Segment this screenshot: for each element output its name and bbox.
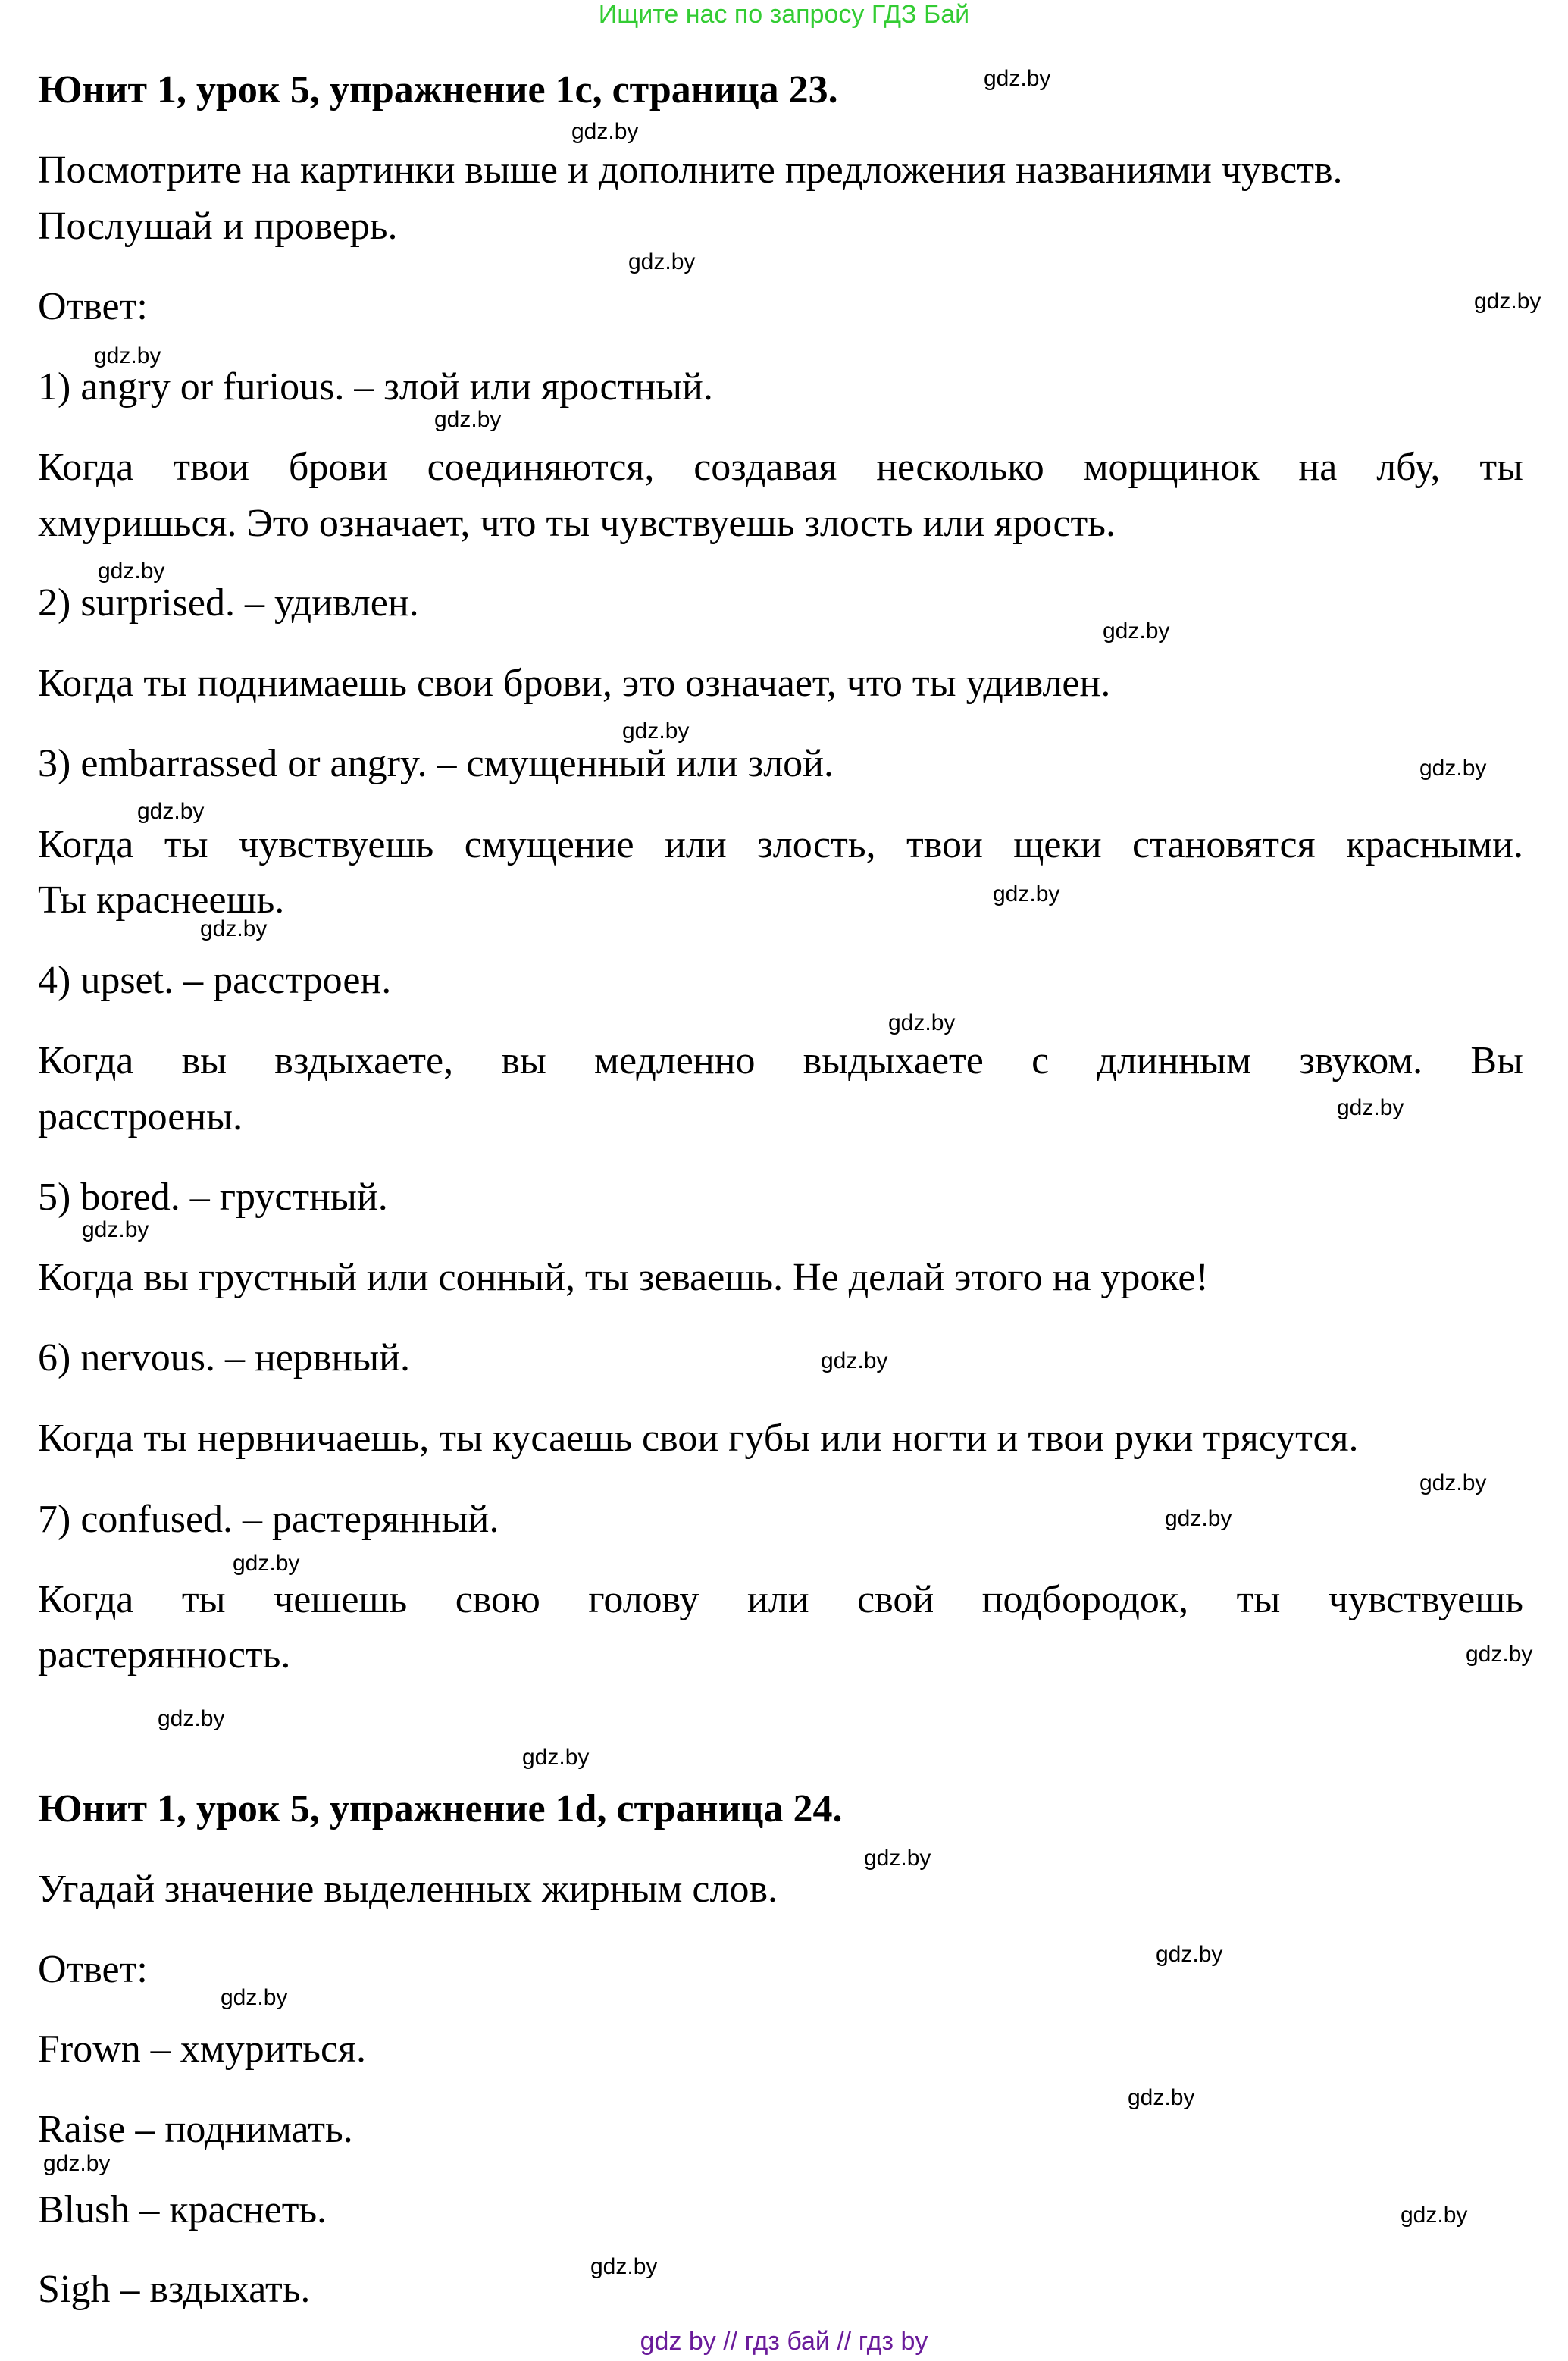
watermark: gdz.by xyxy=(221,1985,288,2010)
answer-item-5: 5) bored. – грустный. xyxy=(38,1176,388,1219)
explanation-3-line1: Когда ты чувствуешь смущение или злость, твои щеки становятся красными. xyxy=(38,823,1523,866)
section1-heading: Юнит 1, урок 5, упражнение 1c, страница 23. xyxy=(38,68,838,111)
watermark: gdz.by xyxy=(1419,1470,1487,1495)
watermark: gdz.by xyxy=(864,1846,931,1871)
explanation-5-line1: Когда вы грустный или сонный, ты зеваешь. Не делай этого на уроке! xyxy=(38,1256,1209,1299)
watermark: gdz.by xyxy=(434,407,502,432)
watermark: gdz.by xyxy=(94,343,161,368)
explanation-2-line1: Когда ты поднимаешь свои брови, это означает, что ты удивлен. xyxy=(38,662,1111,705)
explanation-6-line1: Когда ты нервничаешь, ты кусаешь свои губы или ногти и твои руки трясутся. xyxy=(38,1417,1359,1460)
watermark: gdz.by xyxy=(571,119,639,144)
watermark: gdz.by xyxy=(821,1348,888,1373)
watermark: gdz.by xyxy=(888,1010,956,1035)
word-item-3: Blush – краснеть. xyxy=(38,2188,327,2231)
watermark: gdz.by xyxy=(1165,1506,1232,1531)
watermark: gdz.by xyxy=(1128,2085,1195,2110)
watermark: gdz.by xyxy=(1156,1942,1223,1967)
watermark: gdz.by xyxy=(158,1706,225,1731)
section2-heading: Юнит 1, урок 5, упражнение 1d, страница 24. xyxy=(38,1787,843,1830)
word-item-4: Sigh – вздыхать. xyxy=(38,2268,311,2311)
answer-item-3: 3) embarrassed or angry. – смущенный или злой. xyxy=(38,742,834,785)
watermark: gdz.by xyxy=(1103,618,1170,643)
footer-links[interactable]: gdz by // гдз бай // гдз by xyxy=(640,2327,928,2356)
watermark: gdz.by xyxy=(628,249,696,274)
section2-task: Угадай значение выделенных жирным слов. xyxy=(38,1868,778,1911)
answer-item-7: 7) confused. – растерянный. xyxy=(38,1498,499,1541)
watermark: gdz.by xyxy=(590,2254,658,2279)
answer-item-1: 1) angry or furious. – злой или яростный. xyxy=(38,365,713,409)
section2-answer-label: Ответ: xyxy=(38,1948,148,1991)
watermark: gdz.by xyxy=(137,799,205,824)
section1-answer-label: Ответ: xyxy=(38,285,148,328)
answer-item-4: 4) upset. – расстроен. xyxy=(38,959,392,1002)
answer-item-2: 2) surprised. – удивлен. xyxy=(38,581,419,625)
watermark: gdz.by xyxy=(993,881,1060,907)
section1-task-line1: Посмотрите на картинки выше и дополните предложения названиями чувств. xyxy=(38,149,1343,192)
watermark: gdz.by xyxy=(1466,1642,1533,1667)
watermark: gdz.by xyxy=(1474,289,1541,314)
watermark: gdz.by xyxy=(622,719,690,744)
watermark: gdz.by xyxy=(43,2151,111,2176)
watermark: gdz.by xyxy=(82,1217,149,1242)
watermark: gdz.by xyxy=(984,66,1051,91)
watermark: gdz.by xyxy=(1337,1095,1404,1120)
word-item-2: Raise – поднимать. xyxy=(38,2108,353,2151)
explanation-1-line2: хмуришься. Это означает, что ты чувствуешь злость или ярость. xyxy=(38,502,1116,545)
watermark: gdz.by xyxy=(522,1745,590,1770)
section1-task-line2: Послушай и проверь. xyxy=(38,205,398,248)
watermark: gdz.by xyxy=(200,916,268,941)
explanation-3-line2: Ты краснеешь. xyxy=(38,878,285,922)
explanation-4-line2: расстроены. xyxy=(38,1095,243,1138)
watermark: gdz.by xyxy=(233,1551,300,1576)
explanation-1-line1: Когда твои брови соединяются, создавая несколько морщинок на лбу, ты xyxy=(38,446,1523,489)
watermark: gdz.by xyxy=(1419,756,1487,781)
watermark: gdz.by xyxy=(1401,2203,1468,2228)
explanation-4-line1: Когда вы вздыхаете, вы медленно выдыхаете с длинным звуком. Вы xyxy=(38,1039,1523,1082)
watermark: gdz.by xyxy=(98,559,165,584)
word-item-1: Frown – хмуриться. xyxy=(38,2028,366,2071)
answer-item-6: 6) nervous. – нервный. xyxy=(38,1336,411,1379)
explanation-7-line2: растерянность. xyxy=(38,1633,291,1677)
explanation-7-line1: Когда ты чешешь свою голову или свой подбородок, ты чувствуешь xyxy=(38,1578,1523,1621)
top-banner[interactable]: Ищите нас по запросу ГДЗ Бай xyxy=(598,0,970,29)
